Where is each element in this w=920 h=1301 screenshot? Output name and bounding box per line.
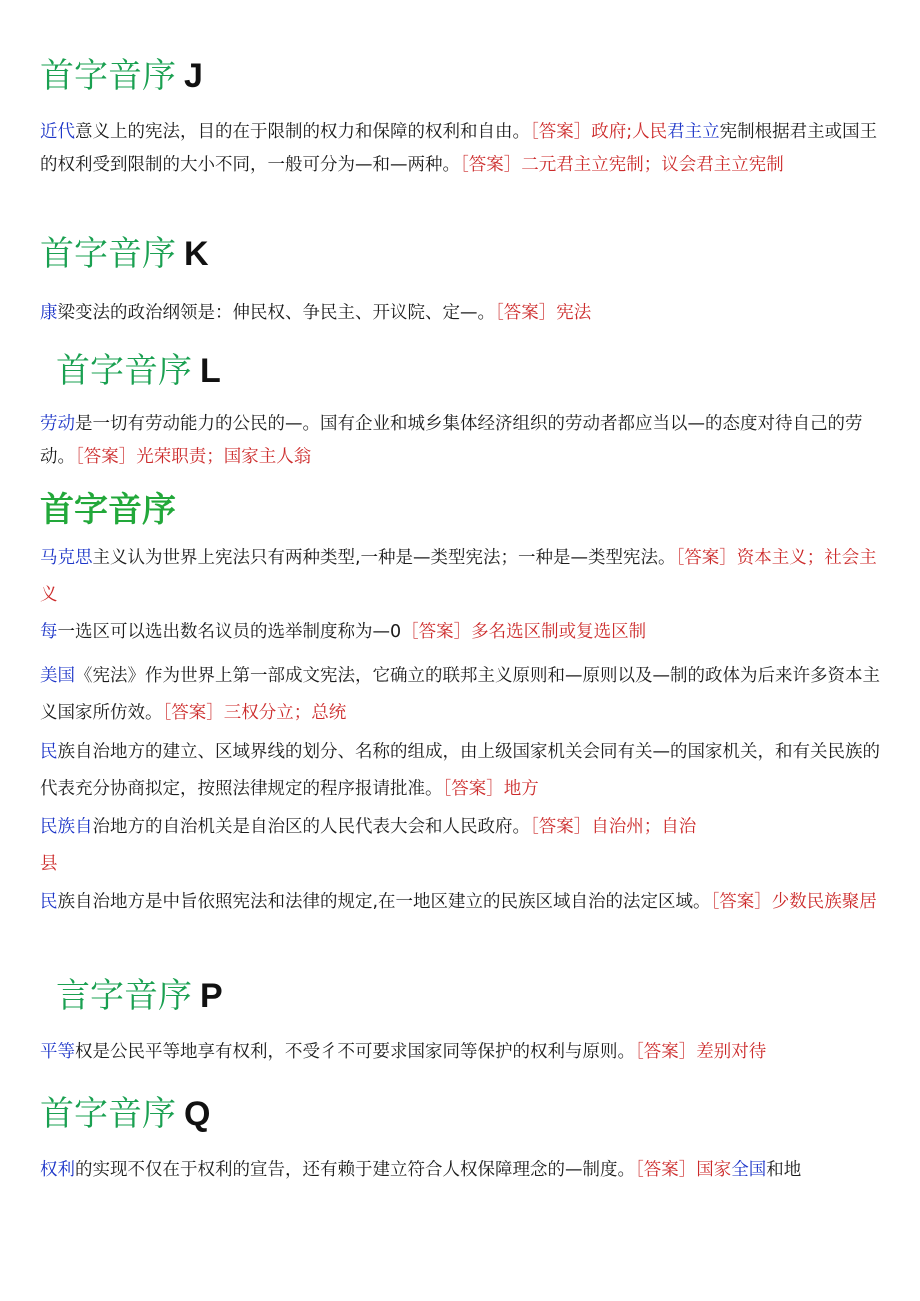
heading-p — [56, 976, 223, 1016]
heading-title: 首字音序 — [40, 1094, 176, 1134]
heading-m — [40, 490, 176, 530]
heading-title: 言字音序 — [56, 976, 192, 1016]
question-m-1 — [40, 540, 882, 614]
question-prefix: 民族自 — [40, 817, 93, 837]
answer-tail: 和地 — [766, 1160, 802, 1180]
heading-q — [40, 1094, 210, 1134]
question-text: 的实现不仅在于权利的宣告，还有赖于建立符合人权保障理念的—制度。 — [75, 1160, 635, 1180]
answer-text: ［答案］政府;人民 — [530, 122, 668, 142]
answer-text-2: ［答案］二元君主立宪制；议会君主立宪制 — [460, 155, 784, 175]
heading-letter: K — [184, 235, 209, 273]
question-text: 《宪法》作为世界上第一部成文宪法，它确立的联邦主义原则和—原则以及—制的政体为后来许多资本主义国家所仿效。 — [40, 666, 880, 723]
answer-text: ［答案］国家 — [635, 1160, 732, 1180]
question-m-6 — [40, 884, 882, 921]
question-prefix: 民 — [40, 892, 58, 912]
question-text-2: 宪制根据君主或国王的权利受到限制的大小不同，一般可分为—和—两种。 — [40, 122, 878, 175]
answer-text: ［答案］三权分立；总统 — [162, 703, 347, 723]
question-prefix: 康 — [40, 303, 58, 323]
question-q-1 — [40, 1154, 882, 1187]
question-text: 权是公民平等地享有权利，不受彳不可要求国家同等保护的权利与原则。 — [75, 1042, 635, 1062]
question-j-1 — [40, 116, 882, 182]
question-m-4 — [40, 734, 882, 808]
question-prefix: 劳动 — [40, 414, 75, 434]
question-text: 族自治地方是中旨依照宪法和法律的规定,在一地区建立的民族区域自治的法定区域。 — [57, 892, 711, 912]
question-p-1 — [40, 1036, 882, 1069]
question-prefix: 平等 — [40, 1042, 75, 1062]
answer-text: ［答案］差别对待 — [635, 1042, 767, 1062]
question-text: 治地方的自治机关是自治区的人民代表大会和人民政府。 — [92, 817, 530, 837]
question-prefix: 权利 — [40, 1160, 75, 1180]
answer-text: ［答案］少数民族聚居 — [710, 892, 877, 912]
question-prefix: 近代 — [40, 122, 75, 142]
question-m-2 — [40, 616, 882, 649]
question-m-5 — [40, 809, 780, 883]
question-prefix: 美国 — [40, 666, 75, 686]
answer-text: ［答案］资本主义；社会主义 — [40, 548, 877, 605]
answer-text: ［答案］地方 — [442, 779, 539, 799]
heading-letter: P — [200, 977, 223, 1015]
question-prefix: 民 — [40, 742, 58, 762]
question-text: 梁变法的政治纲领是：伸民权、争民主、开议院、定—。 — [57, 303, 495, 323]
question-text: 意义上的宪法，目的在于限制的权力和保障的权利和自由。 — [75, 122, 530, 142]
heading-title: 首字音序 — [40, 56, 176, 96]
question-prefix: 每 — [40, 622, 58, 642]
question-m-3 — [40, 658, 882, 732]
answer-tail-blue: 全国 — [731, 1160, 767, 1180]
answer-text: ［答案］自治州；自治 — [530, 817, 697, 837]
question-text: 族自治地方的建立、区域界线的划分、名称的组成，由上级国家机关会同有关—的国家机关，和有关民族的代表充分协商拟定，按照法律规定的程序报请批准。 — [40, 742, 880, 799]
heading-title: 首字音序 — [40, 490, 176, 530]
question-prefix: 马克思 — [40, 548, 93, 568]
heading-k — [40, 234, 209, 274]
heading-title: 首字音序 — [56, 351, 192, 391]
question-k-1 — [40, 297, 882, 330]
answer-continuation: 县 — [40, 854, 58, 874]
heading-j — [40, 56, 203, 96]
answer-text: ［答案］多名选区制或复选区制 — [401, 622, 647, 642]
question-l-1 — [40, 408, 882, 474]
answer-text: ［答案］宪法 — [495, 303, 592, 323]
heading-letter: J — [184, 57, 203, 95]
question-text: 一选区可以选出数名议员的选举制度称为—0 — [57, 622, 402, 642]
question-text: 是一切有劳动能力的公民的—。国有企业和城乡集体经济组织的劳动者都应当以—的态度对待自己的劳动。 — [40, 414, 863, 467]
heading-l — [56, 351, 221, 391]
heading-letter: L — [200, 352, 221, 390]
question-text: 主义认为世界上宪法只有两种类型,一种是—类型宪法；一种是—类型宪法。 — [92, 548, 676, 568]
answer-text: ［答案］光荣职责；国家主人翁 — [75, 447, 312, 467]
heading-letter: Q — [184, 1095, 211, 1133]
question-prefix-2: 君主立 — [667, 122, 720, 142]
heading-title: 首字音序 — [40, 234, 176, 274]
